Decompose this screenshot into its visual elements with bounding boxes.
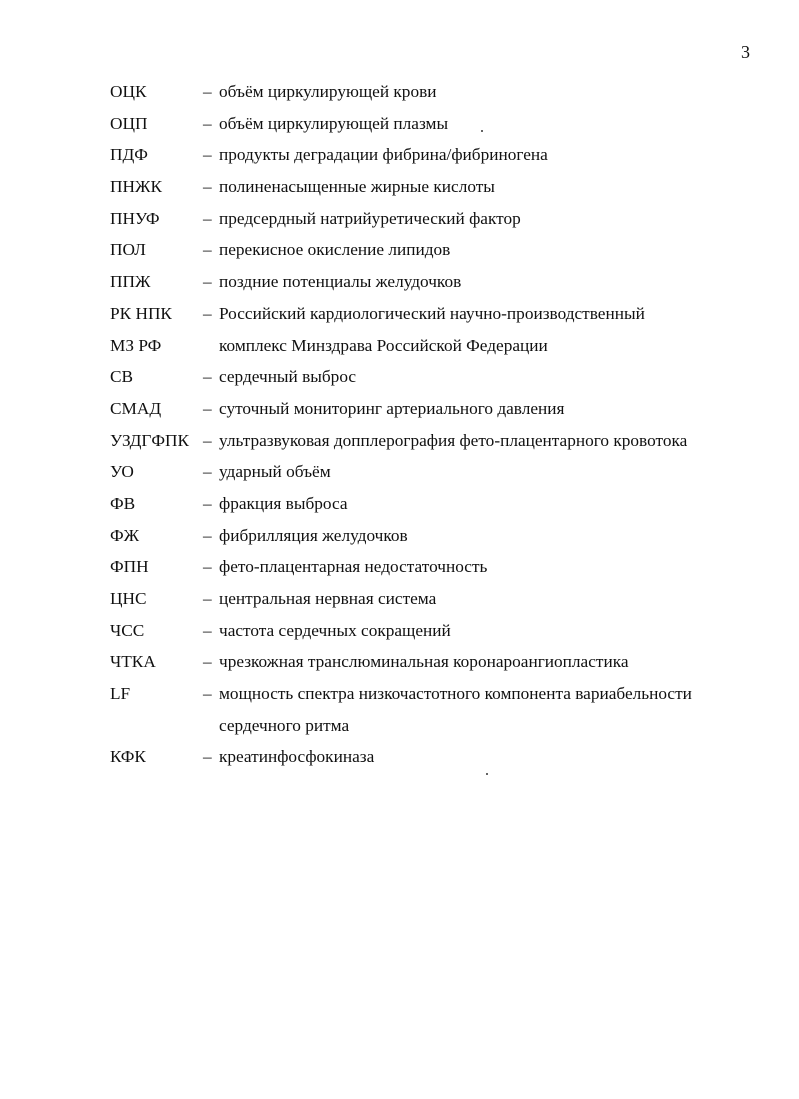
abbreviation-definition: сердечный выброс xyxy=(219,367,357,387)
abbreviation-term: ОЦП xyxy=(110,113,148,133)
scan-speck xyxy=(486,773,488,775)
abbreviation-list xyxy=(110,76,750,773)
abbreviation-row xyxy=(110,139,750,171)
abbreviation-term: СВ xyxy=(110,367,134,387)
abbreviation-term: ФЖ xyxy=(110,525,140,545)
abbreviation-row xyxy=(110,108,750,140)
abbreviation-definition: чрезкожная транслюминальная коронароангиопластика xyxy=(219,652,629,672)
dash-separator: – xyxy=(203,557,212,577)
abbreviation-definition: Российский кардиологический научно-производственный xyxy=(219,303,645,323)
abbreviation-row xyxy=(110,203,750,235)
dash-separator: – xyxy=(203,652,212,672)
abbreviation-term: ПНЖК xyxy=(110,177,162,197)
dash-separator: – xyxy=(203,589,212,608)
abbreviation-term: КФК xyxy=(110,747,146,767)
abbreviation-definition: объём циркулирующей крови xyxy=(219,82,437,101)
abbreviation-row xyxy=(110,425,750,457)
abbreviation-definition: фето-плацентарная недостаточность xyxy=(219,557,488,577)
abbreviation-row xyxy=(110,266,750,298)
abbreviation-term: ПОЛ xyxy=(110,240,146,260)
abbreviation-definition: предсердный натрийуретический фактор xyxy=(219,208,521,228)
dash-separator: – xyxy=(203,462,212,482)
abbreviation-term: ЧТКА xyxy=(110,652,156,672)
dash-separator: – xyxy=(203,747,212,767)
dash-separator: – xyxy=(203,82,212,101)
dash-separator: – xyxy=(203,303,212,323)
abbreviation-definition: ультразвуковая допплерография фето-плацентарного кровотока xyxy=(219,430,688,450)
abbreviation-row xyxy=(110,678,750,710)
abbreviation-definition: полиненасыщенные жирные кислоты xyxy=(219,177,495,197)
abbreviation-term: ППЖ xyxy=(110,272,151,292)
abbreviation-definition: объём циркулирующей плазмы xyxy=(219,113,449,133)
abbreviation-definition: креатинфосфокиназа xyxy=(219,747,375,767)
abbreviation-term: ЦНС xyxy=(110,589,147,608)
abbreviation-definition: фибрилляция желудочков xyxy=(219,525,408,545)
abbreviation-term: ФПН xyxy=(110,557,149,577)
dash-separator: – xyxy=(203,208,212,228)
abbreviation-term: ФВ xyxy=(110,493,136,513)
abbreviation-row xyxy=(110,330,750,362)
abbreviation-term: ЧСС xyxy=(110,620,145,640)
dash-separator: – xyxy=(203,272,212,292)
abbreviation-term: УЗДГФПК xyxy=(110,430,190,450)
abbreviation-term: РК НПК xyxy=(110,303,172,323)
abbreviation-definition: центральная нервная система xyxy=(219,589,437,608)
dash-separator: – xyxy=(203,145,212,165)
abbreviation-definition: перекисное окисление липидов xyxy=(219,240,451,260)
abbreviation-term: УО xyxy=(110,462,134,482)
abbreviation-row xyxy=(110,456,750,488)
dash-separator: – xyxy=(203,430,212,450)
dash-separator: – xyxy=(203,525,212,545)
abbreviation-definition: комплекс Минздрава Российской Федерации xyxy=(219,335,548,355)
abbreviation-definition: суточный мониторинг артериального давления xyxy=(219,398,565,418)
abbreviation-row xyxy=(110,741,750,773)
abbreviation-term: ПДФ xyxy=(110,145,148,165)
abbreviation-term: LF xyxy=(110,684,131,704)
abbreviation-row xyxy=(110,234,750,266)
abbreviation-definition: фракция выброса xyxy=(219,493,348,513)
abbreviation-definition: поздние потенциалы желудочков xyxy=(219,272,462,292)
abbreviation-term: ОЦК xyxy=(110,82,147,101)
abbreviation-term: ПНУФ xyxy=(110,208,160,228)
abbreviation-row xyxy=(110,551,750,583)
dash-separator: – xyxy=(203,367,212,387)
dash-separator: – xyxy=(203,493,212,513)
dash-separator: – xyxy=(203,177,212,197)
abbreviation-row xyxy=(110,76,750,108)
abbreviation-row xyxy=(110,488,750,520)
abbreviation-definition: ударный объём xyxy=(219,462,331,482)
abbreviation-row xyxy=(110,583,750,615)
dash-separator: – xyxy=(203,398,212,418)
abbreviation-row xyxy=(110,615,750,647)
abbreviation-term: СМАД xyxy=(110,398,162,418)
dash-separator: – xyxy=(203,113,212,133)
abbreviation-row xyxy=(110,646,750,678)
scan-speck xyxy=(481,130,483,132)
abbreviation-row xyxy=(110,298,750,330)
abbreviation-definition: продукты деградации фибрина/фибриногена xyxy=(219,145,548,165)
abbreviation-row xyxy=(110,171,750,203)
abbreviation-row xyxy=(110,361,750,393)
dash-separator: – xyxy=(203,240,212,260)
abbreviation-definition: сердечного ритма xyxy=(219,715,350,735)
dash-separator: – xyxy=(203,620,212,640)
dash-separator: – xyxy=(203,684,212,704)
abbreviation-definition: частота сердечных сокращений xyxy=(219,620,451,640)
page-number: 3 xyxy=(741,42,750,62)
abbreviation-definition: мощность спектра низкочастотного компонента вариабельности xyxy=(219,684,692,704)
abbreviation-row xyxy=(110,520,750,552)
abbreviation-row xyxy=(110,710,750,742)
abbreviation-term: МЗ РФ xyxy=(110,335,162,355)
abbreviation-row xyxy=(110,393,750,425)
